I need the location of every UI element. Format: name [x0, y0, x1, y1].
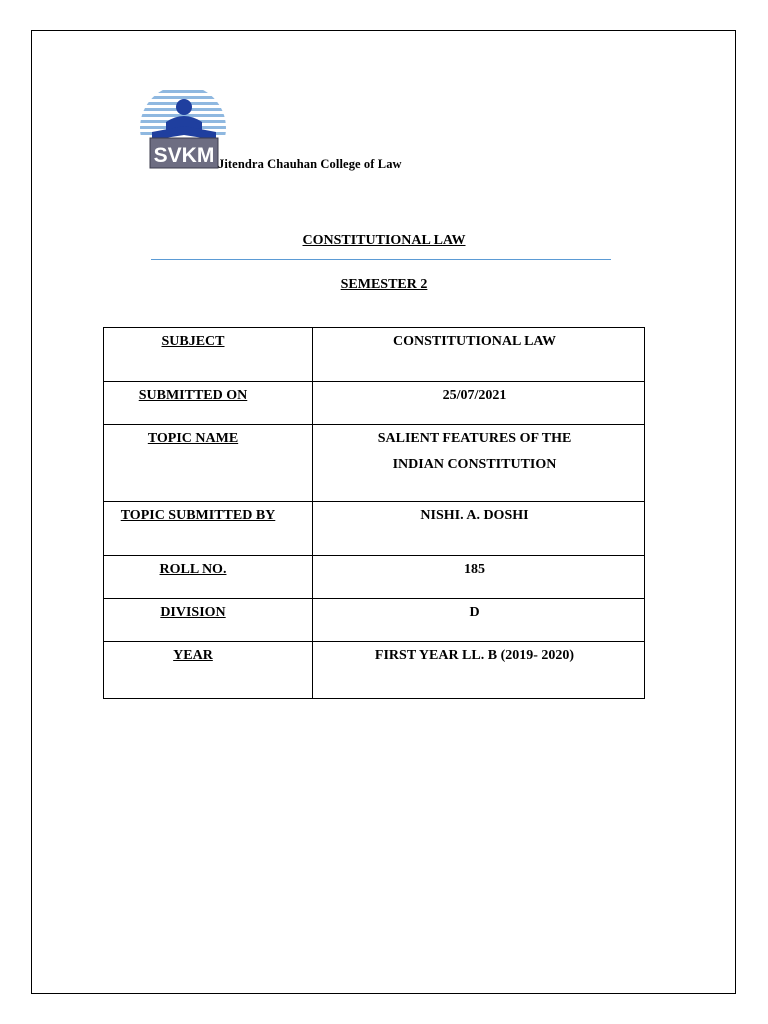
roll-no-label: ROLL NO.	[159, 562, 227, 577]
division-value: D	[469, 605, 480, 620]
title-divider	[151, 259, 611, 260]
submitted-on-value: 25/07/2021	[442, 388, 507, 403]
year-value: FIRST YEAR LL. B (2019- 2020)	[374, 648, 575, 663]
submitted-by-value: NISHI. A. DOSHI	[420, 508, 529, 523]
row-value-cell	[313, 328, 645, 382]
submitted-on-label: SUBMITTED ON	[138, 388, 248, 403]
topic-name-value-line2: INDIAN CONSTITUTION	[392, 457, 557, 472]
document-title: CONSTITUTIONAL LAW	[302, 233, 466, 248]
topic-name-value-line1: SALIENT FEATURES OF THE	[377, 431, 572, 446]
row-label-cell	[104, 556, 313, 599]
table-row	[104, 556, 645, 599]
table-row	[104, 328, 645, 382]
college-name: Jitendra Chauhan College of Law	[218, 157, 402, 171]
topic-name-label: TOPIC NAME	[147, 431, 239, 446]
row-label-cell	[104, 642, 313, 699]
roll-no-value: 185	[464, 562, 485, 577]
table-row	[104, 382, 645, 425]
row-label-cell	[104, 502, 313, 556]
logo-org-text: SVKM	[153, 144, 215, 167]
subject-label: SUBJECT	[161, 334, 225, 349]
row-value-cell	[313, 425, 645, 502]
year-label: YEAR	[173, 648, 213, 663]
table-row	[104, 642, 645, 699]
row-value-cell	[313, 382, 645, 425]
table-row	[104, 425, 645, 502]
row-label-cell	[104, 425, 313, 502]
row-label-cell	[104, 599, 313, 642]
subject-value: CONSTITUTIONAL LAW	[393, 334, 556, 349]
row-value-cell	[313, 642, 645, 699]
row-value-cell	[313, 599, 645, 642]
row-label-cell	[104, 382, 313, 425]
semester-heading: SEMESTER 2	[340, 277, 428, 292]
table-row	[104, 502, 645, 556]
row-value-cell	[313, 502, 645, 556]
table-row	[104, 599, 645, 642]
submitted-by-label: TOPIC SUBMITTED BY	[120, 508, 276, 523]
division-label: DIVISION	[160, 605, 226, 620]
details-table	[103, 327, 645, 699]
row-value-cell	[313, 556, 645, 599]
row-label-cell	[104, 328, 313, 382]
